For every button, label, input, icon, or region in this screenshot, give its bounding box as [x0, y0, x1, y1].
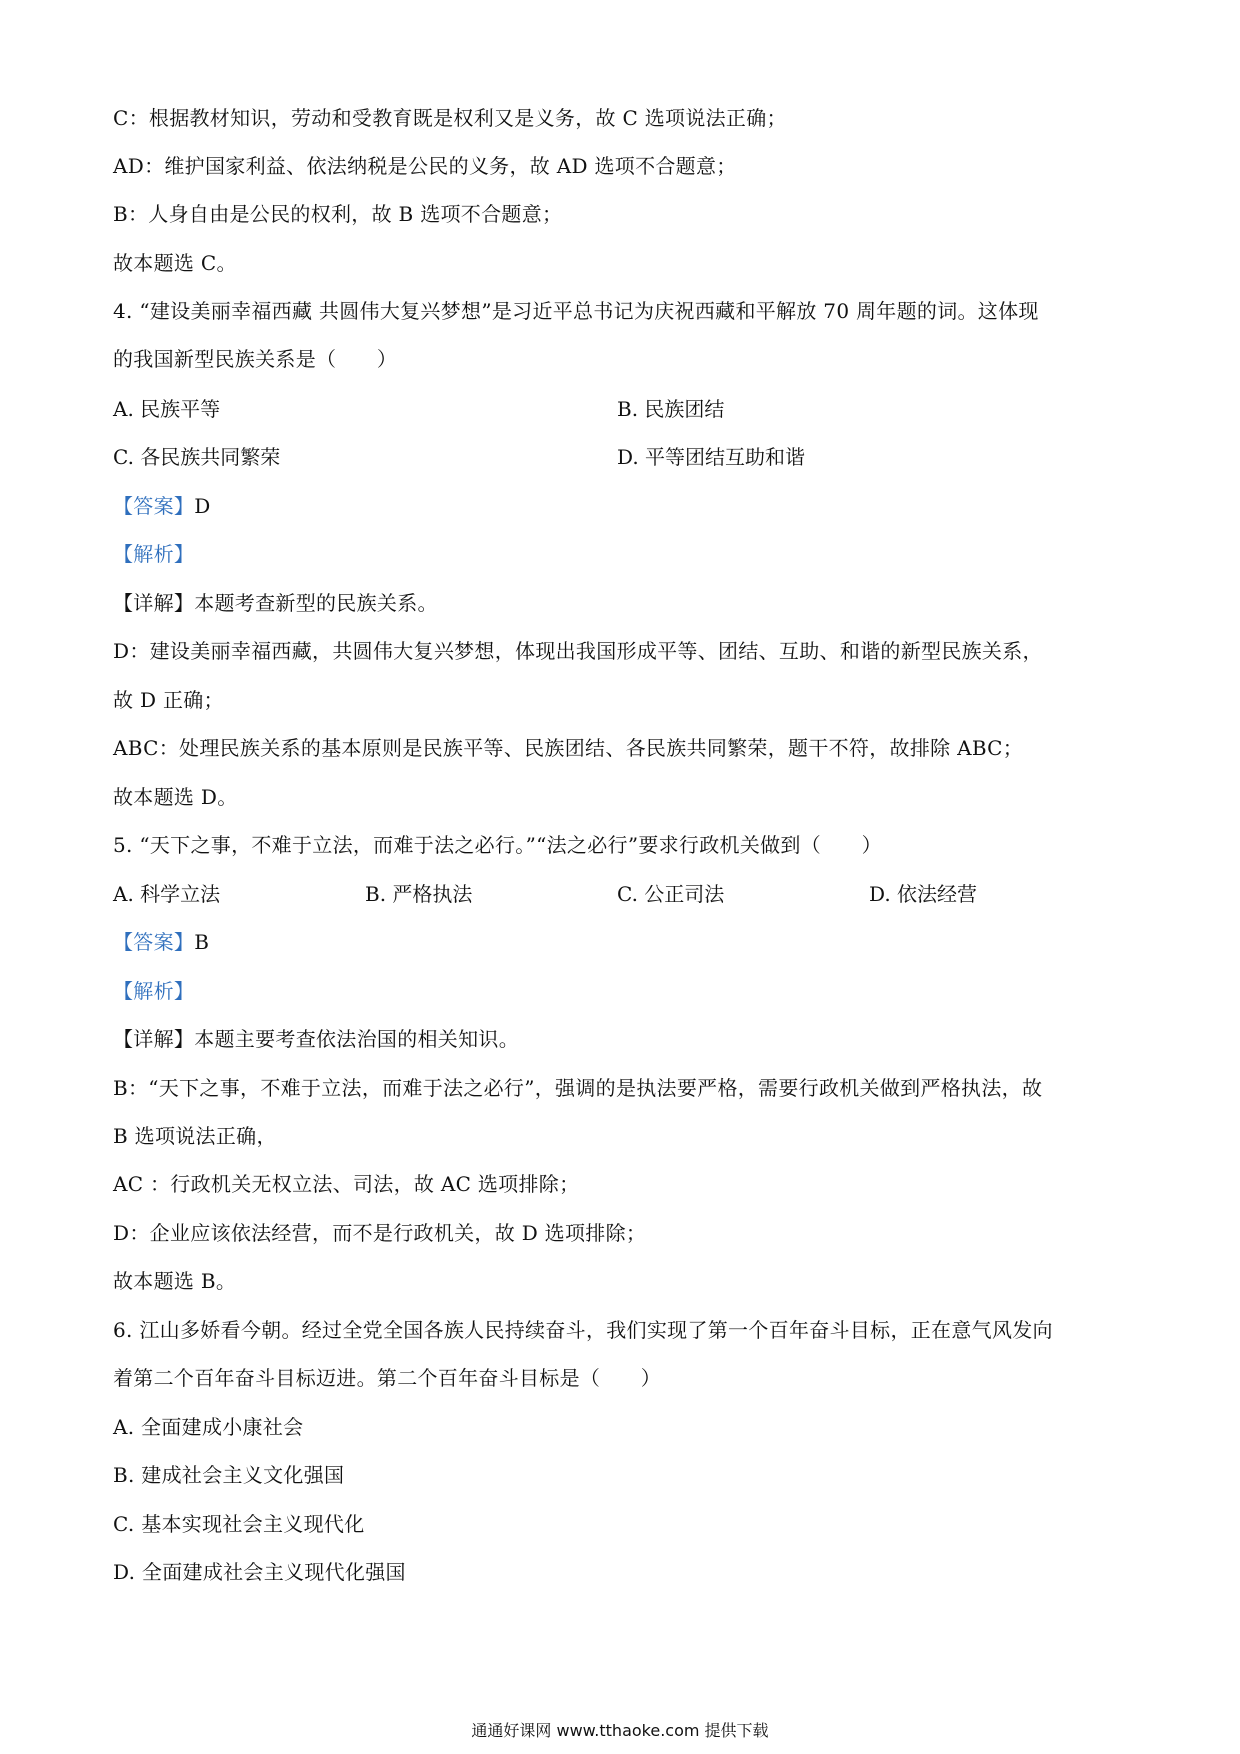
q4-explanation-abc: ABC：处理民族关系的基本原则是民族平等、民族团结、各民族共同繁荣，题干不符，故排除 ABC； [113, 736, 1024, 760]
q6-option-d: D. 全面建成社会主义现代化强国 [113, 1560, 406, 1584]
page-footer: 通通好课网 www.tthaoke.com 提供下载 [471, 1721, 769, 1740]
q3-conclusion: 故本题选 C。 [113, 251, 237, 275]
q6-option-c: C. 基本实现社会主义现代化 [113, 1512, 365, 1536]
q5-analysis-tag: 【解析】 [113, 979, 195, 1003]
q4-answer-tag: 【答案】 [113, 494, 195, 518]
q4-explanation-d-line1: D：建设美丽幸福西藏，共圆伟大复兴梦想，体现出我国形成平等、团结、互助、和谐的新型民族关系， [113, 639, 1043, 663]
q5-option-a: A. 科学立法 [113, 882, 221, 906]
q4-analysis-tag: 【解析】 [113, 542, 195, 566]
q5-explanation-b-line1: B：“天下之事，不难于立法，而难于法之必行”，强调的是执法要严格，需要行政机关做到严格执法，故 [113, 1076, 1043, 1100]
q5-explanation-ac: AC ：行政机关无权立法、司法，故 AC 选项排除； [113, 1172, 580, 1196]
q4-option-a: A. 民族平等 [113, 397, 221, 421]
q4-stem-line2: 的我国新型民族关系是（ ） [113, 347, 398, 371]
q4-option-d: D. 平等团结互助和谐 [617, 445, 806, 469]
q5-answer-row [113, 928, 209, 956]
q4-option-c: C. 各民族共同繁荣 [113, 445, 281, 469]
q4-conclusion: 故本题选 D。 [113, 785, 238, 809]
q5-explanation-b-line2: B 选项说法正确， [113, 1124, 277, 1148]
q6-stem-line2: 着第二个百年奋斗目标迈进。第二个百年奋斗目标是（ ） [113, 1366, 662, 1390]
q4-answer-value: D [194, 494, 211, 518]
q4-answer-row [113, 492, 211, 520]
q4-explanation-d-line2: 故 D 正确； [113, 688, 224, 712]
q5-explanation-d: D：企业应该依法经营，而不是行政机关，故 D 选项排除； [113, 1221, 647, 1245]
q6-option-b: B. 建成社会主义文化强国 [113, 1463, 345, 1487]
q5-answer-tag: 【答案】 [113, 930, 195, 954]
q5-conclusion: 故本题选 B。 [113, 1269, 237, 1293]
q3-explanation-ad: AD：维护国家利益、依法纳税是公民的义务，故 AD 选项不合题意； [113, 154, 737, 178]
q3-explanation-c: C：根据教材知识，劳动和受教育既是权利又是义务，故 C 选项说法正确； [113, 106, 787, 130]
q6-stem-line1: 6. 江山多娇看今朝。经过全党全国各族人民持续奋斗，我们实现了第一个百年奋斗目标，正在意气风发向 [113, 1318, 1053, 1342]
q5-option-c: C. 公正司法 [617, 882, 725, 906]
q6-option-a: A. 全面建成小康社会 [113, 1415, 304, 1439]
q5-detail: 【详解】本题主要考查依法治国的相关知识。 [113, 1027, 519, 1051]
q5-option-b: B. 严格执法 [365, 882, 473, 906]
q4-option-b: B. 民族团结 [617, 397, 725, 421]
q5-answer-value: B [194, 930, 210, 954]
q4-detail: 【详解】本题考查新型的民族关系。 [113, 591, 438, 615]
q3-explanation-b: B：人身自由是公民的权利，故 B 选项不合题意； [113, 202, 563, 226]
q5-option-d: D. 依法经营 [869, 882, 978, 906]
q5-stem: 5. “天下之事，不难于立法，而难于法之必行。”“法之必行”要求行政机关做到（ ） [113, 833, 882, 857]
q4-stem-line1: 4. “建设美丽幸福西藏 共圆伟大复兴梦想”是习近平总书记为庆祝西藏和平解放 70 周年题的词。这体现 [113, 299, 1039, 323]
